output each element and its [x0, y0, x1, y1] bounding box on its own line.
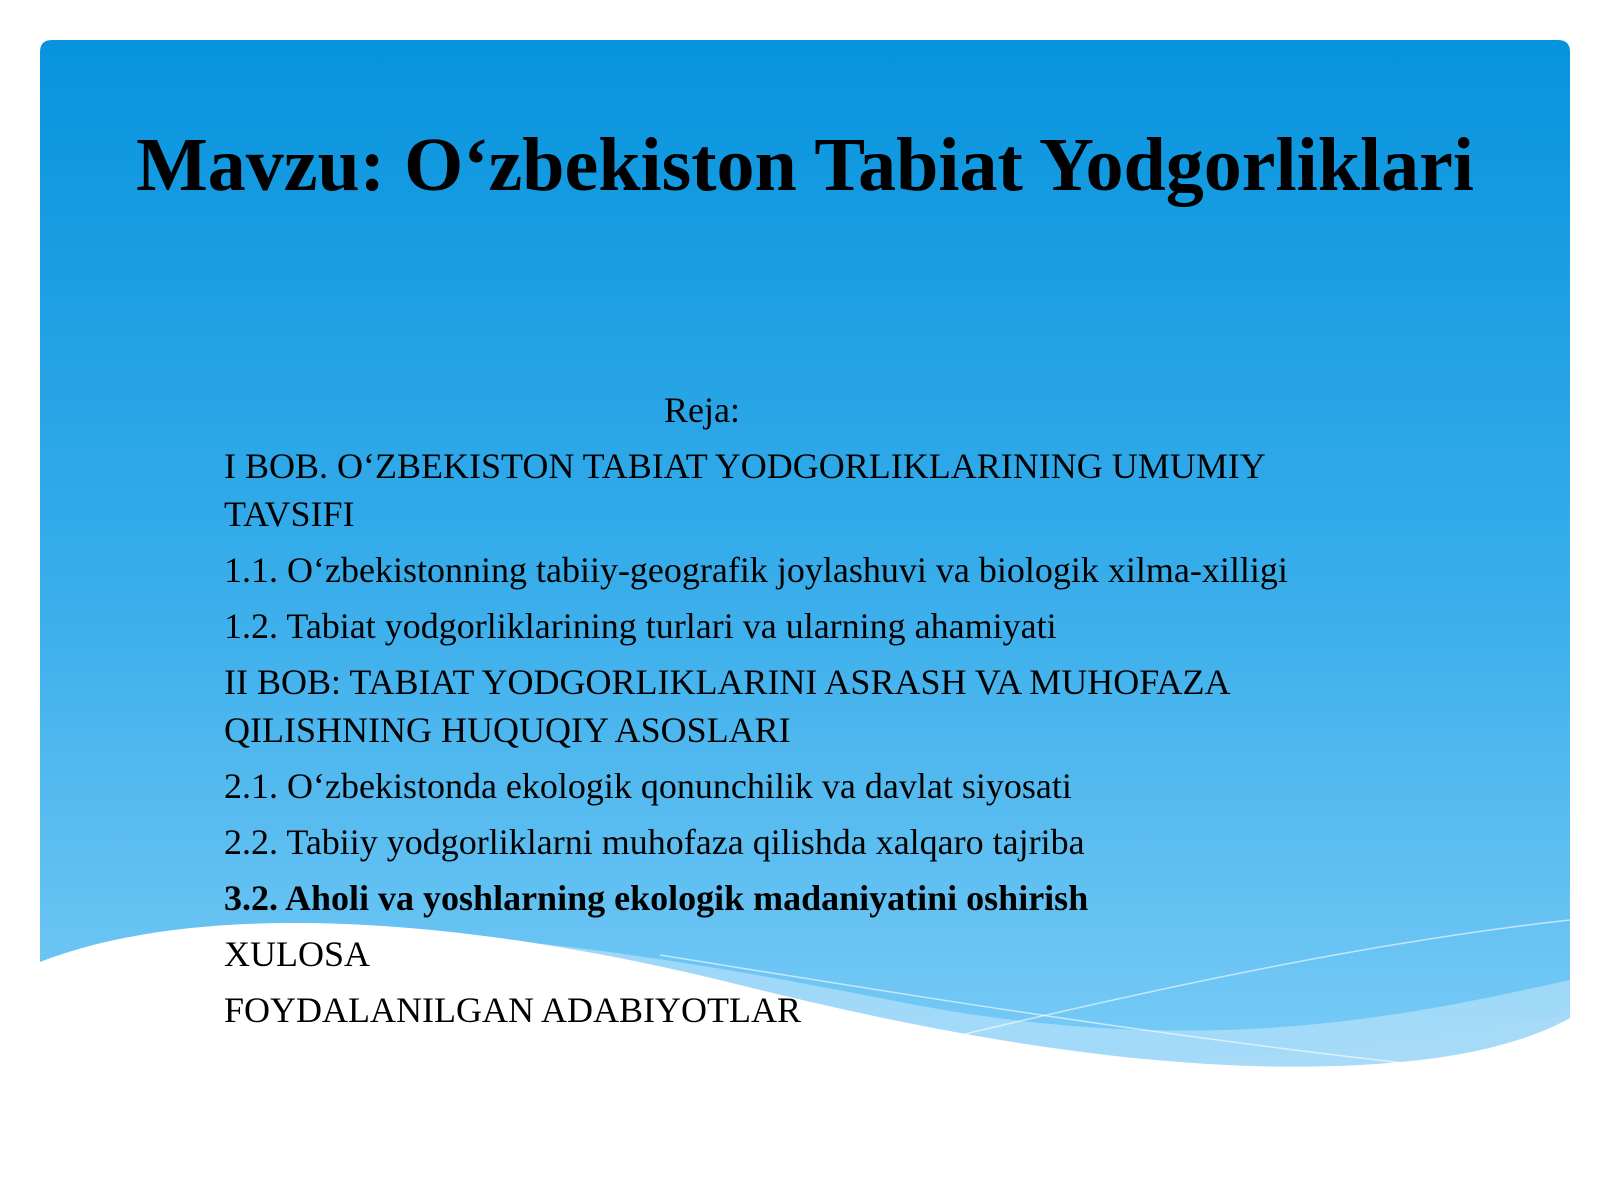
plan-item-chapter-1: I BOB. O‘ZBEKISTON TABIAT YODGORLIKLARINING UMUMIY TAVSIFI	[224, 446, 1265, 534]
plan-list	[224, 388, 1374, 1042]
plan-item-2-1: 2.1. O‘zbekistonda ekologik qonunchilik va davlat siyosati	[224, 766, 1072, 806]
plan-item-chapter-2: II BOB: TABIAT YODGORLIKLARINI ASRASH VA MUHOFAZA QILISHNING HUQUQIY ASOSLARI	[224, 662, 1229, 750]
plan-item-1-2: 1.2. Tabiat yodgorliklarining turlari va ularning ahamiyati	[224, 606, 1057, 646]
plan-item-references: FOYDALANILGAN ADABIYOTLAR	[224, 990, 801, 1030]
plan-item-2-2: 2.2. Tabiiy yodgorliklarni muhofaza qilishda xalqaro tajriba	[224, 822, 1085, 862]
plan-label: Reja:	[664, 390, 740, 430]
plan-item-conclusion: XULOSA	[224, 934, 371, 974]
slide	[40, 40, 1570, 1160]
plan-item-3-2: 3.2. Aholi va yoshlarning ekologik madaniyatini oshirish	[224, 878, 1089, 918]
slide-title: Mavzu: O‘zbekiston Tabiat Yodgorliklari	[136, 123, 1474, 207]
plan-item-1-1: 1.1. O‘zbekistonning tabiiy-geografik joylashuvi va biologik xilma-xilligi	[224, 550, 1288, 590]
